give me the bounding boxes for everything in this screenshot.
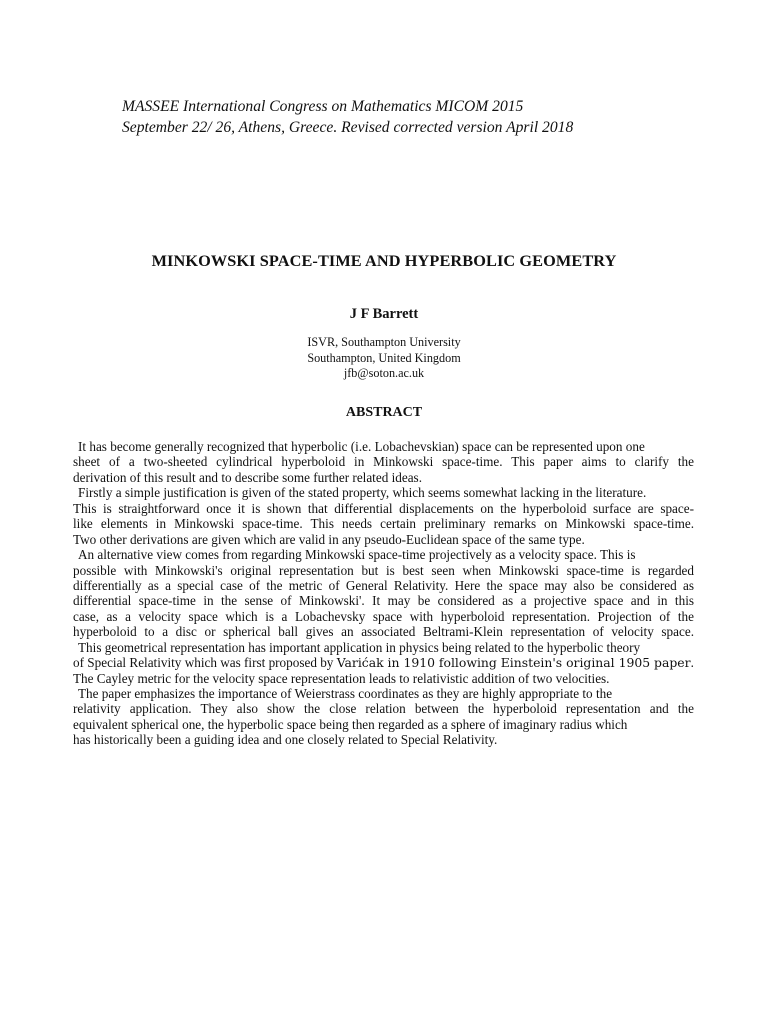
conference-line-2: September 22/ 26, Athens, Greece. Revised corrected version April 2018 <box>122 119 574 136</box>
abstract-line: The paper emphasizes the importance of Weierstrass coordinates as they are highly appropriate to the <box>78 686 613 701</box>
abstract-line: This geometrical representation has important application in physics being related to the hyperbolic theory <box>78 639 641 655</box>
abstract-line: Two other derivations are given which are valid in any pseudo-Euclidean space of the same type. <box>73 531 585 547</box>
abstract-line: equivalent spherical one, the hyperbolic space being then regarded as a sphere of imaginary radius which <box>73 716 628 732</box>
abstract-line: possible with Minkowski's original representation but is best seen when Minkowski space-time is regarded <box>73 562 694 578</box>
conference-header <box>122 96 573 138</box>
abstract-line: case, as a velocity space which is a Lobachevsky space with hyperboloid representation. Projection of the <box>73 608 694 624</box>
affiliation-line-1: ISVR, Southampton University <box>307 335 461 349</box>
abstract-line-end: . <box>690 655 694 671</box>
abstract-line: An alternative view comes from regarding Minkowski space-time projectively as a velocity space. This is <box>78 547 636 563</box>
conference-line-1: MASSEE International Congress on Mathematics MICOM 2015 <box>122 98 524 115</box>
abstract-line: sheet of a two-sheeted cylindrical hyperboloid in Minkowski space-time. This paper aims to clarify the <box>73 454 694 470</box>
abstract-line: Firstly a simple justification is given of the stated property, which seems somewhat lacking in the literature. <box>78 485 647 501</box>
author-email: jfb@soton.ac.uk <box>343 366 425 380</box>
abstract-line: relativity application. They also show the close relation between the hyperboloid representation and the <box>73 701 694 717</box>
abstract-line: differentially as a special case of the metric of General Relativity. Here the space may also be considered as <box>73 577 694 593</box>
abstract-line: hyperboloid to a disc or spherical ball gives an associated Beltrami-Klein representation of velocity space. <box>73 624 694 640</box>
abstract-line: It has become generally recognized that hyperbolic (i.e. Lobachevskian) space can be represented upon one <box>78 439 645 454</box>
abstract-line-text: of Special Relativity which was first proposed by <box>73 655 337 671</box>
abstract-line: The Cayley metric for the velocity space representation leads to relativistic addition of two velocities. <box>73 670 610 686</box>
author-name: J F Barrett <box>349 306 419 322</box>
abstract-line: This is straightforward once it is shown that differential displacements on the hyperboloid surface are space- <box>73 500 694 516</box>
abstract-line: derivation of this result and to describe some further related ideas. <box>73 469 422 485</box>
affiliation-line-2: Southampton, United Kingdom <box>307 350 461 365</box>
abstract-line: like elements in Minkowski space-time. This needs certain preliminary remarks on Minkowski space-time. <box>73 516 694 532</box>
abstract-reference-text: Varićak in 1910 following Einstein's original 1905 paper <box>336 655 691 671</box>
abstract-body <box>73 439 694 748</box>
abstract-line: differential space-time in the sense of Minkowski'. It may be considered as a projective space and in this <box>73 593 694 609</box>
abstract-line: has historically been a guiding idea and one closely related to Special Relativity. <box>73 732 498 748</box>
abstract-line <box>73 655 694 670</box>
author-affiliation <box>0 335 768 382</box>
paper-title: MINKOWSKI SPACE-TIME AND HYPERBOLIC GEOMETRY <box>151 251 617 270</box>
abstract-heading: ABSTRACT <box>345 405 423 420</box>
